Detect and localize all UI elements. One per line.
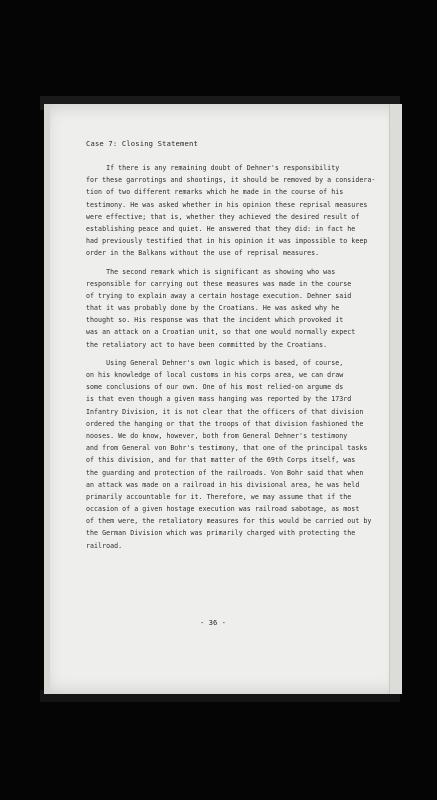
page-number: - 36 - (200, 618, 226, 627)
text-line: were effective; that is, whether they achieved the desired result of (86, 212, 360, 221)
text-line: for these garrotings and shootings, it should be removed by a considera- (86, 176, 376, 185)
text-line: was an attack on a Croatian unit, so that one would normally expect (86, 328, 356, 337)
text-line: and from General von Bohr's testimony, that one of the principal tasks (86, 444, 368, 453)
text-line: occasion of a given hostage execution was railroad sabotage, as most (86, 505, 360, 514)
text-line: is that even though a given mass hanging was reported by the 173rd (86, 395, 352, 404)
text-line: testimony. He was asked whether in his opinion these reprisal measures (86, 200, 368, 209)
text-line: had previously testified that in his opinion it was impossible to keep (86, 237, 368, 246)
text-line: of trying to explain away a certain hostage execution. Dehner said (86, 291, 352, 300)
text-line: an attack was made on a railroad in his divisional area, he was held (86, 480, 360, 489)
text-line: tion of two different remarks which he made in the course of his (86, 188, 344, 197)
text-line: on his knowledge of local customs in his corps area, we can draw (86, 371, 344, 379)
text-line: railroad. (86, 541, 123, 550)
text-line: order in the Balkans without the use of reprisal measures. (86, 249, 320, 258)
text-line: primarily accountable for it. Therefore, we may assume that if the (86, 492, 352, 501)
text-line: the retaliatory act to have been committed by the Croatians. (86, 340, 328, 349)
text-line: thought so. His response was that the incident which provoked it (86, 316, 344, 325)
text-line: If there is any remaining doubt of Dehner's responsibility (86, 164, 340, 172)
text-line: nooses. We do know, however, both from General Dehner's testimony (86, 431, 348, 440)
text-line: that it was probably done by the Croatians. He was asked why he (86, 304, 340, 313)
document-body (86, 162, 386, 552)
text-line: the German Division which was primarily charged with protecting the (86, 529, 356, 538)
document-heading: Case 7: Closing Statement (86, 139, 198, 148)
text-line: of them were, the retaliatory measures for this would be carried out by (86, 517, 372, 526)
text-line: ordered the hanging or that the troops of that division fashioned the (86, 419, 364, 428)
text-line: establishing peace and quiet. He answered that they did: in fact he (86, 224, 356, 233)
text-line: the guarding and protection of the railroads. Von Bohr said that when (86, 468, 364, 477)
text-line: Using General Dehner's own logic which is based, of course, (86, 358, 344, 367)
text-line: Infantry Division, it is not clear that the officers of that division (86, 407, 364, 416)
page-right-edge (389, 104, 402, 694)
text-line: of this division, and for that matter of the 69th Corps itself, was (86, 456, 356, 465)
text-line: responsible for carrying out these measures was made in the course (86, 279, 352, 288)
text-line: some conclusions of our own. One of his most relied-on argume ds (86, 383, 344, 392)
text-line: The second remark which is significant as showing who was (86, 267, 336, 276)
page-left-edge (44, 104, 50, 694)
